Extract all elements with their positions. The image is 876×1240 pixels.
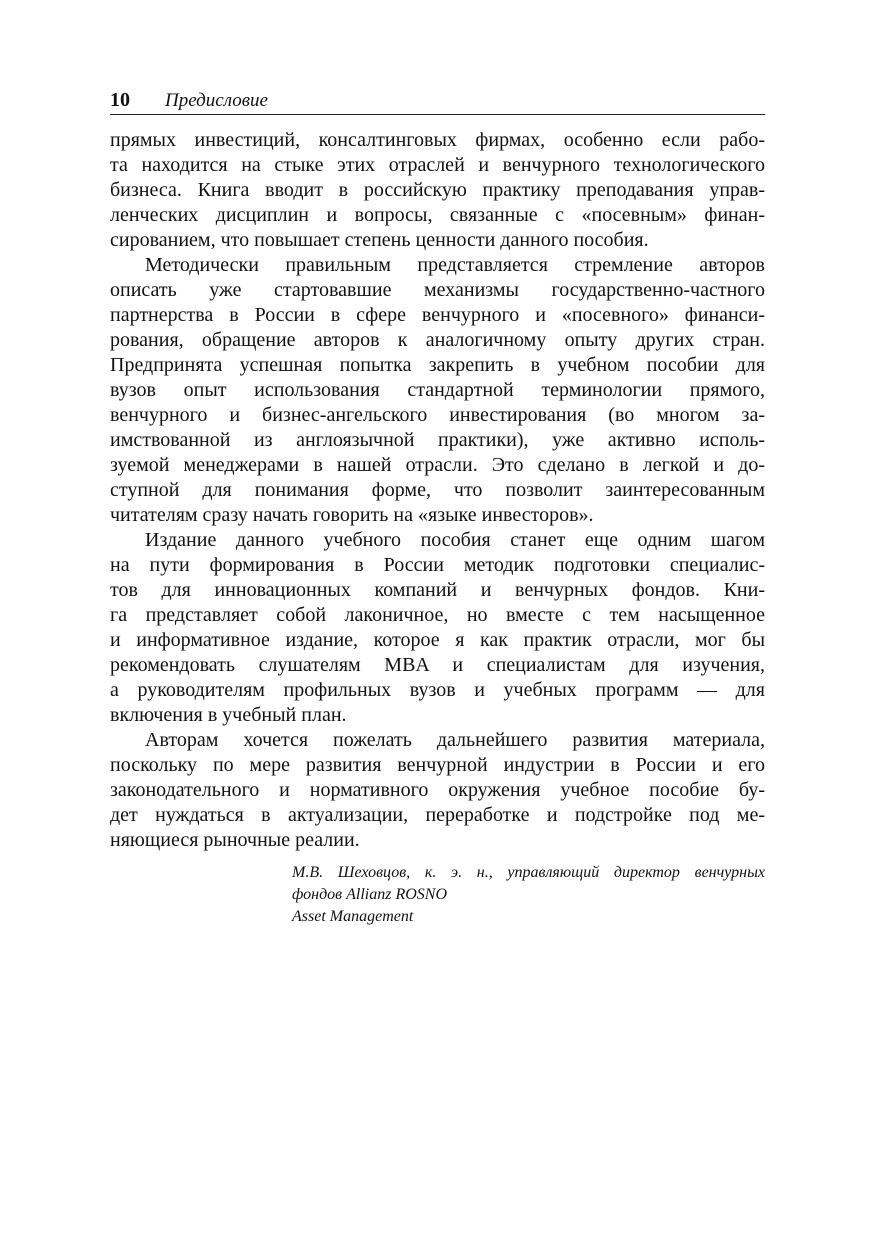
text-line: законодательного и нормативного окружения учебное пособие бу- xyxy=(110,779,765,801)
signature-line: фондов Allianz ROSNO xyxy=(292,886,448,903)
text-line: Авторам хочется пожелать дальнейшего развития материала, xyxy=(145,729,765,751)
preface-text xyxy=(110,128,765,853)
text-line: и информативное издание, которое я как практик отрасли, мог бы xyxy=(110,629,765,651)
text-line: вузов опыт использования стандартной терминологии прямого, xyxy=(110,379,765,401)
text-line: на пути формирования в России методик подготовки специалис- xyxy=(110,554,765,576)
text-line: ступной для понимания форме, что позволит заинтересованным xyxy=(110,479,765,501)
text-line: няющиеся рыночные реалии. xyxy=(110,829,360,851)
text-line: ленческих дисциплин и вопросы, связанные с «посевным» финан- xyxy=(110,204,765,226)
text-line: бизнеса. Книга вводит в российскую практику преподавания управ- xyxy=(110,179,765,201)
text-line: Предпринята успешная попытка закрепить в учебном пособии для xyxy=(110,354,765,376)
signature-line: Asset Management xyxy=(292,908,414,925)
text-line: дет нуждаться в актуализации, переработке и подстройке под ме- xyxy=(110,804,765,826)
text-line: Издание данного учебного пособия станет еще одним шагом xyxy=(145,529,765,551)
page-header xyxy=(110,84,765,115)
text-line: рования, обращение авторов к аналогичному опыту других стран. xyxy=(110,329,765,351)
text-line: имствованной из англоязычной практики), уже активно исполь- xyxy=(110,429,765,451)
text-line: та находится на стыке этих отраслей и венчурного технологического xyxy=(110,154,765,176)
text-line: описать уже стартовавшие механизмы государственно-частного xyxy=(110,279,765,301)
text-line: га представляет собой лаконичное, но вместе с тем насыщенное xyxy=(110,604,765,626)
text-line: зуемой менеджерами в нашей отрасли. Это сделано в легкой и до- xyxy=(110,454,765,476)
text-line: венчурного и бизнес-ангельского инвестирования (во многом за- xyxy=(110,404,765,426)
text-line: читателям сразу начать говорить на «языке инвесторов». xyxy=(110,504,594,526)
text-line: Методически правильным представляется стремление авторов xyxy=(145,254,765,276)
text-line: партнерства в России в сфере венчурного и «посевного» финанси- xyxy=(110,304,765,326)
text-line: а руководителям профильных вузов и учебных программ — для xyxy=(110,679,765,701)
text-line: рекомендовать слушателям MBA и специалистам для изучения, xyxy=(110,654,765,676)
text-line: включения в учебный план. xyxy=(110,704,347,726)
signature-line: М.В. Шеховцов, к. э. н., управляющий директор венчурных xyxy=(292,864,765,881)
text-line: поскольку по мере развития венчурной индустрии в России и его xyxy=(110,754,765,776)
running-title: Предисловие xyxy=(165,90,268,111)
text-line: сированием, что повышает степень ценности данного пособия. xyxy=(110,229,649,251)
text-line: прямых инвестиций, консалтинговых фирмах, особенно если рабо- xyxy=(110,129,765,151)
page-number: 10 xyxy=(110,89,130,111)
text-line: тов для инновационных компаний и венчурных фондов. Кни- xyxy=(110,579,765,601)
author-signature xyxy=(292,862,765,928)
book-page xyxy=(110,84,765,925)
